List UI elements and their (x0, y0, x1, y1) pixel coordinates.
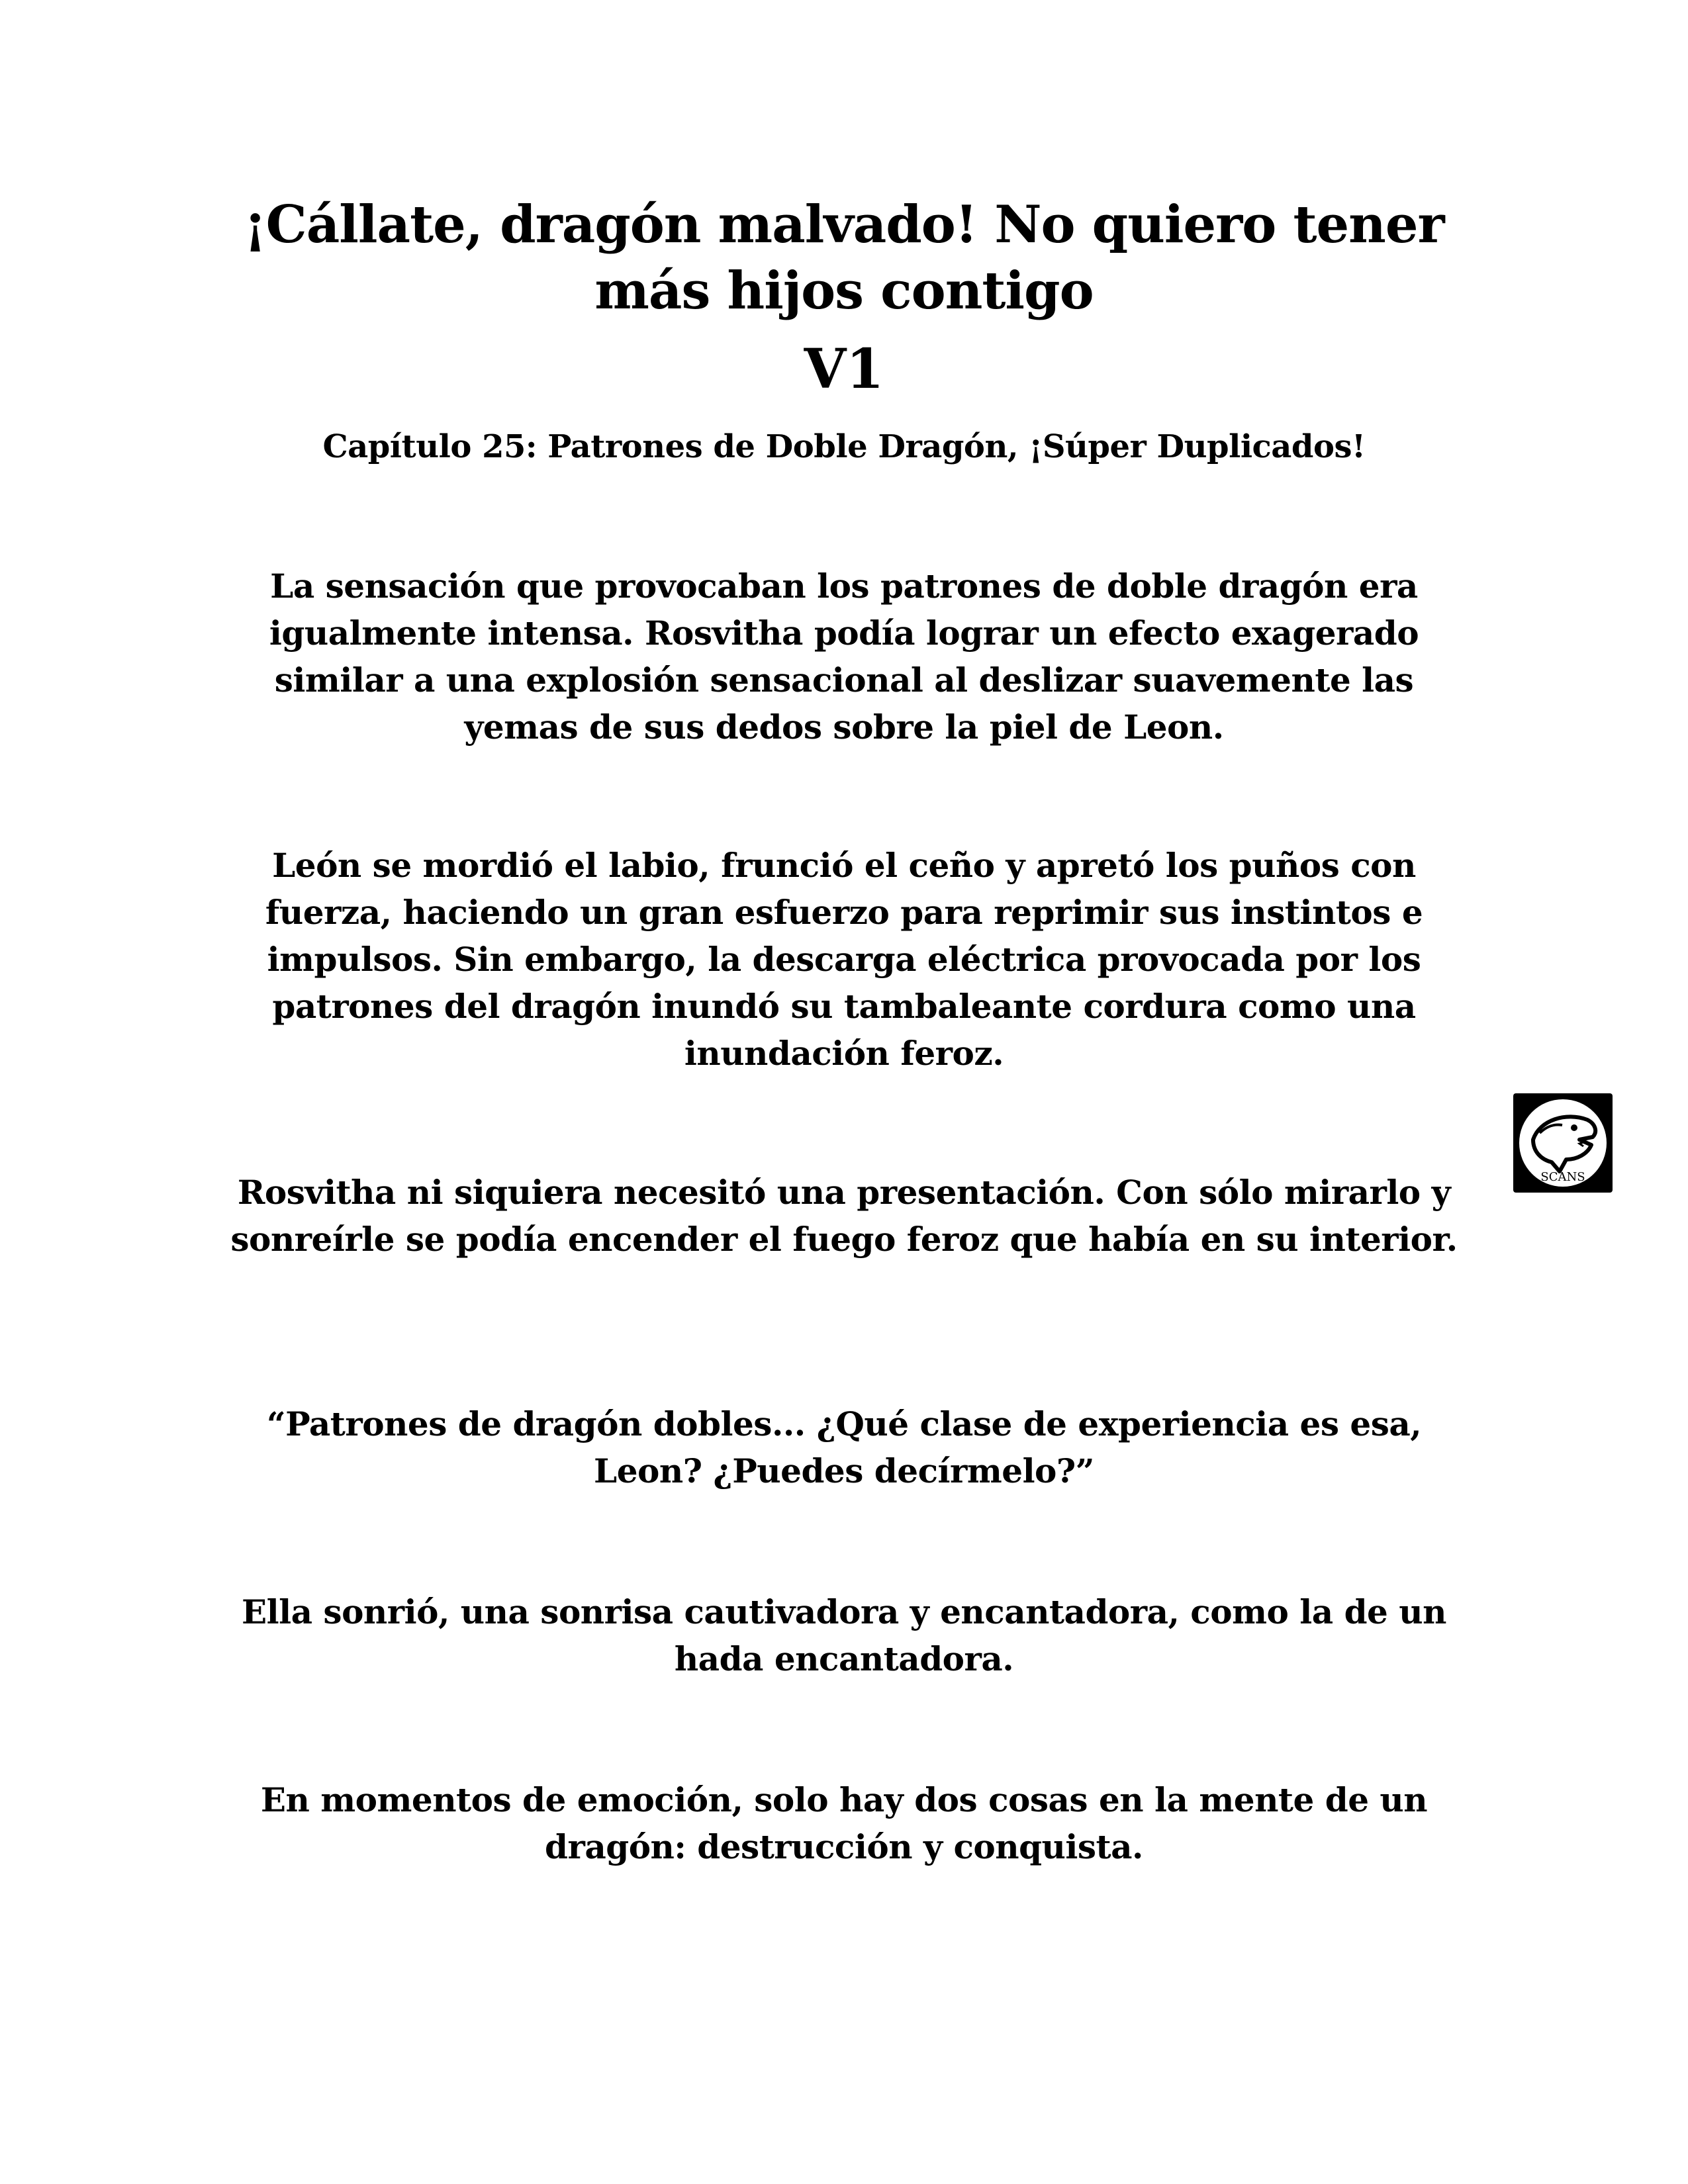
paragraph-2: León se mordió el labio, frunció el ceño y apretó los puños con fuerza, haciendo un gran esfuerzo para reprimir sus instintos e impulsos. Sin embargo, la descarga eléctrica provocada por los patrones del dragón inundó su tambaleante cordura como una inundación feroz. (265, 846, 1423, 1073)
paragraph-5: Ella sonrió, una sonrisa cautivadora y encantadora, como la de un hada encantadora. (242, 1592, 1446, 1678)
paragraph-3: Rosvitha ni siquiera necesitó una presentación. Con sólo mirarlo y sonreírle se podía encender el fuego feroz que había en su interior. (230, 1173, 1458, 1259)
paragraph-1: La sensación que provocaban los patrones de doble dragón era igualmente intensa. Rosvitha podía lograr un efecto exagerado similar a una explosión sensacional al deslizar suavemente las yemas de sus dedos sobre la piel de Leon. (269, 567, 1419, 747)
logo-text: SCANS (1540, 1170, 1585, 1184)
paragraph-4: “Patrones de dragón dobles... ¿Qué clase de experiencia es esa, Leon? ¿Puedes decírmelo?” (266, 1404, 1422, 1490)
chapter-heading: Capítulo 25: Patrones de Doble Dragón, ¡Súper Duplicados! (322, 428, 1366, 465)
volume-label: V1 (804, 338, 884, 401)
scanlation-logo (1513, 1093, 1613, 1193)
paragraph-6: En momentos de emoción, solo hay dos cosas en la mente de un dragón: destrucción y conquista. (260, 1780, 1428, 1866)
dinosaur-head-icon (1513, 1093, 1613, 1193)
book-title: ¡Cállate, dragón malvado! No quiero tener más hijos contigo (244, 195, 1444, 321)
